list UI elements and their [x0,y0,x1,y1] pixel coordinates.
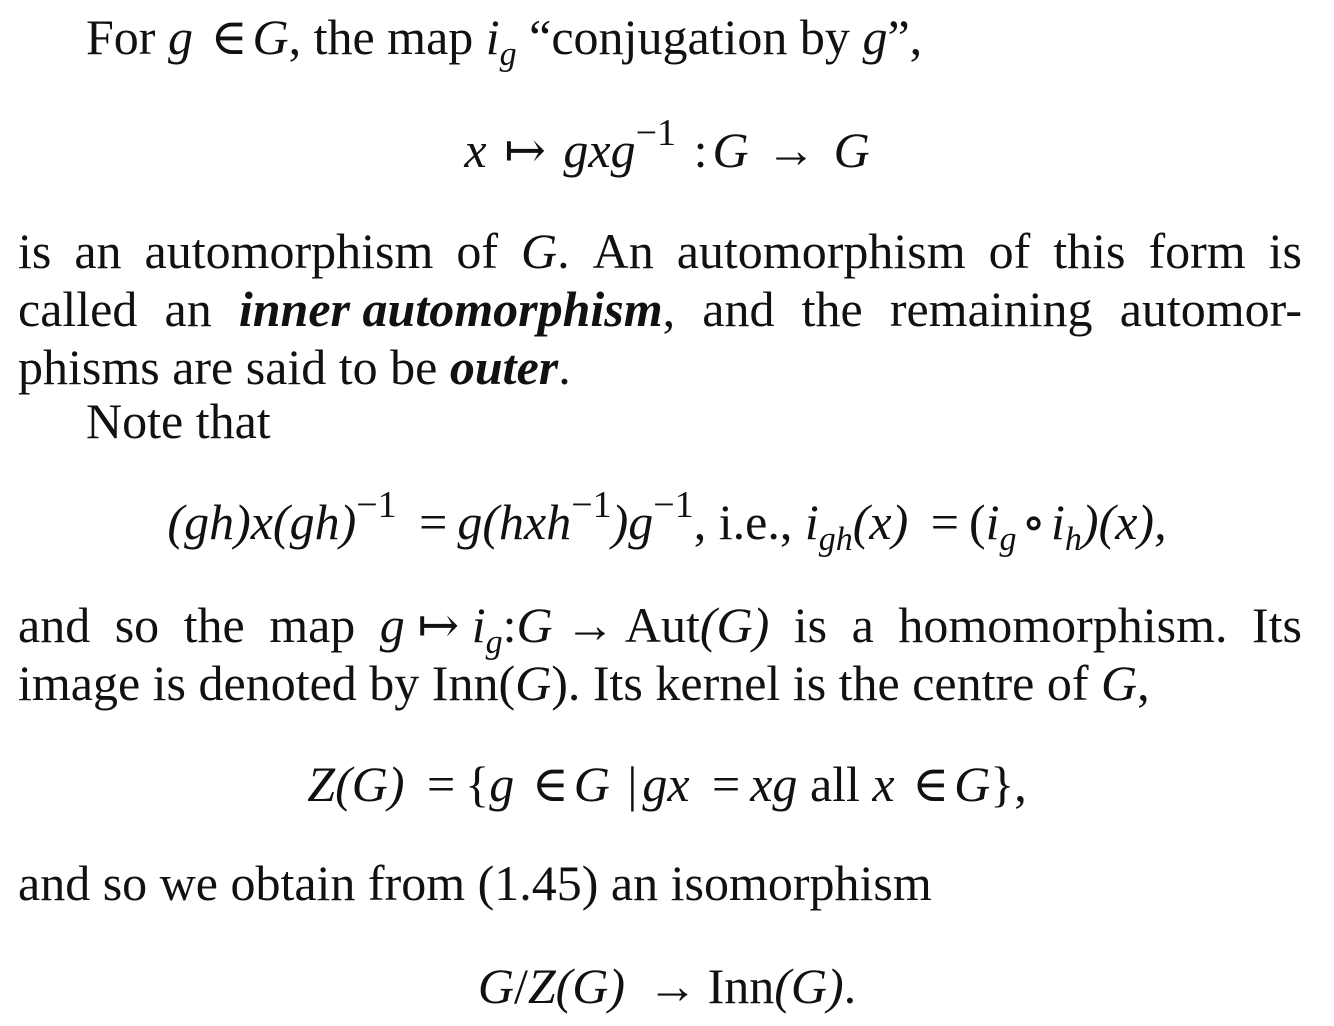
math-var: i [804,494,819,550]
text: phisms are said to be [18,339,450,395]
display-equation-centre [0,754,1334,814]
paragraph-inner-automorphism-line3 [18,338,1302,396]
word: Its [1251,597,1302,653]
math-paren: ( [968,494,986,550]
math-expr: gxg [563,122,636,178]
paragraph-inner-automorphism-line1 [18,222,1302,280]
word: the [801,281,863,337]
math-var: G [516,597,553,653]
math-var: i [1051,494,1065,550]
math-var: g [489,756,515,812]
text: . Its kernel is the centre of [567,655,1102,711]
math-subscript: gh [818,521,853,558]
punct: , [662,281,676,337]
math-var: x [872,756,895,812]
text: image is denoted by [18,655,432,711]
math-exponent: −1 [635,112,677,154]
defined-term-outer: outer [449,339,559,395]
math-symbol: = [712,756,741,812]
math-subscript: h [1064,521,1082,558]
paragraph-homomorphism-line2 [18,654,1302,712]
math-symbol: ↦ [417,597,460,653]
math-var: G [477,958,514,1014]
text: ”, [887,9,923,65]
math-var: G [712,122,749,178]
math-var: i [485,9,500,65]
inline-math-map [379,596,770,661]
math-var: x [464,122,487,178]
math-symbol: ↦ [504,122,546,178]
math-subscript: g [499,36,517,73]
word: and [18,597,91,653]
word: called [18,281,138,337]
word: An [592,223,654,279]
math-subscript: g [485,624,503,661]
math-subscript: g [999,521,1017,558]
math-symbol: ∈ [912,756,950,812]
word: of [988,223,1031,279]
word [521,222,570,280]
word: automorphism [676,223,966,279]
paragraph-isomorphism [18,854,1302,912]
math-expr: (G) [555,958,626,1014]
math-var: Z [307,756,336,812]
defined-term: inner automorphism [238,281,663,337]
math-symbol: ∈ [210,9,248,65]
word: is [793,597,828,653]
math-expr: g(hxh [457,494,572,550]
math-expr: (G) [774,958,844,1014]
word: map [269,597,356,653]
math-symbol: ∘ [1021,494,1047,550]
math-var: g [167,9,193,65]
text: For [86,9,168,65]
math-var: G [954,756,991,812]
math-operator: Inn [707,958,775,1014]
math-expr: (G) [335,756,405,812]
math-symbol: : [693,122,708,178]
math-symbol: → [565,597,616,653]
punct: . [557,223,570,279]
word: automorphism [144,223,434,279]
math-symbol: = [426,756,456,812]
math-symbol: → [647,958,698,1014]
word: this [1053,223,1126,279]
math-var: G [1101,655,1138,711]
word: homomorphism. [898,597,1228,653]
text: Note that [86,393,271,449]
text: , i.e., [693,494,805,550]
math-operator: Inn [431,655,499,711]
math-expr: (x) [852,494,909,550]
paragraph-homomorphism-line1 [18,596,1302,661]
math-paren: ) [551,655,568,711]
math-var: G [521,223,558,279]
term-inner-automorphism [239,280,675,338]
math-var: G [252,9,289,65]
word: the [183,597,245,653]
punct: . [843,958,857,1014]
display-equation-conjugation [0,112,1334,180]
math-var: g [862,9,888,65]
note-that [86,392,271,450]
word: an [164,281,212,337]
math-symbol: ∈ [531,756,569,812]
word: so [114,597,160,653]
word: a [851,597,874,653]
math-symbol: → [766,122,817,178]
math-var: G [833,122,870,178]
text: “conjugation by [516,9,863,65]
paragraph-conjugation-intro [86,8,923,73]
punct: . [558,339,571,395]
word: remaining [889,281,1093,337]
math-expr: )g [611,494,654,550]
math-expr: (gh)x(gh) [167,494,357,550]
word: and [702,281,775,337]
math-symbol: : [502,597,517,653]
paragraph-inner-automorphism-line2 [18,280,1302,338]
math-expr: xg [750,756,798,812]
word: an [74,223,122,279]
math-symbol: = [419,494,448,550]
math-brace: { [465,756,490,812]
word: form [1148,223,1246,279]
math-var: g [379,597,405,653]
math-exponent: −1 [356,484,397,526]
word: of [456,223,499,279]
math-var: G [515,655,552,711]
math-symbol: / [513,958,528,1014]
math-paren: ( [498,655,516,711]
word: is [1268,223,1302,279]
display-equation-isomorphism [0,956,1334,1016]
text: , the map [288,9,486,65]
display-equation-composition [0,484,1334,558]
word: is [18,223,52,279]
math-exponent: −1 [571,484,612,526]
math-symbol: = [930,494,959,550]
math-var: G [573,756,610,812]
math-var: i [985,494,1000,550]
math-var: i [471,597,486,653]
math-symbol: | [627,756,638,812]
text: all [797,756,873,812]
math-expr: )(x), [1081,494,1167,550]
math-expr: gx [642,756,690,812]
math-exponent: −1 [653,484,694,526]
math-expr: (G) [699,597,770,653]
text: and so we obtain from (1.45) an isomorphism [18,855,932,911]
math-operator: Aut [624,597,700,653]
math-var: Z [527,958,556,1014]
word: automor- [1119,281,1302,337]
punct: , [1137,655,1150,711]
math-brace: }, [990,756,1027,812]
